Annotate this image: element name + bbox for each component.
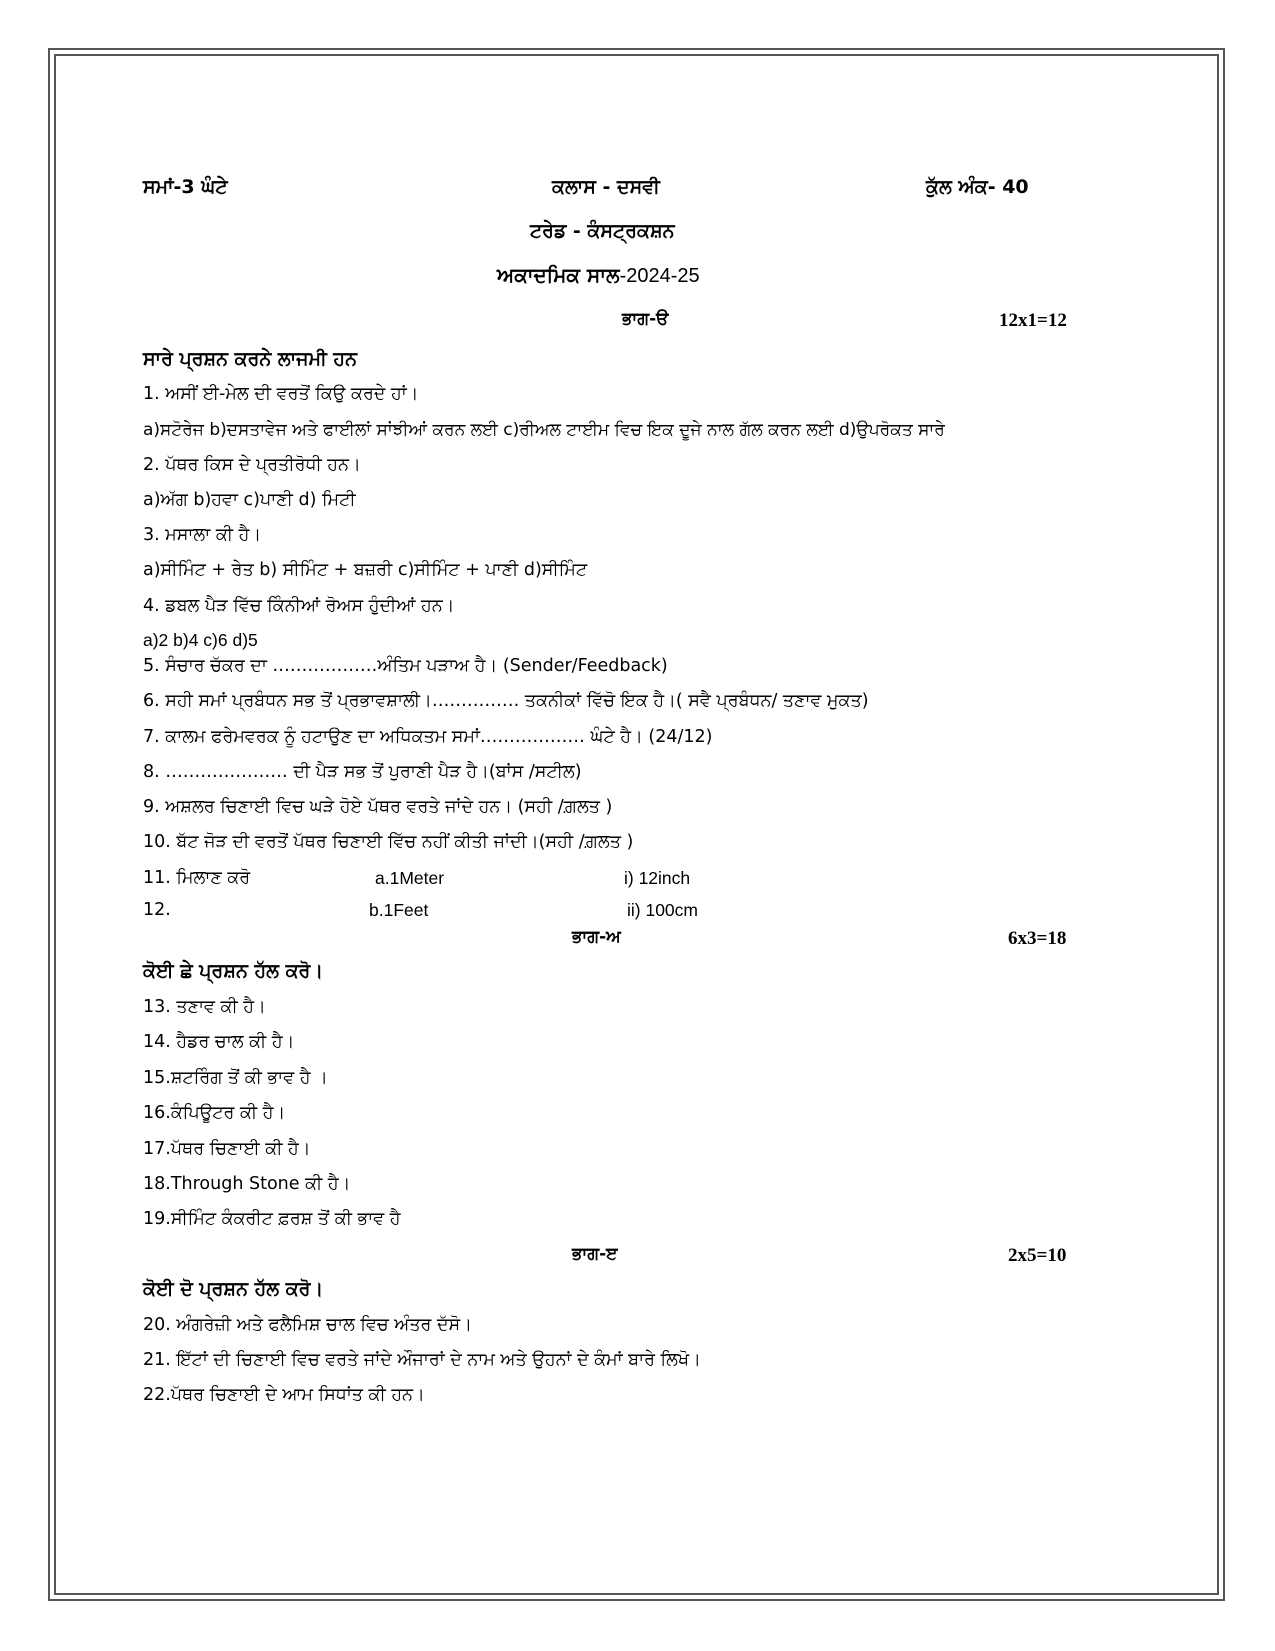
question-line: 3. ਮਸਾਲਾ ਕੀ ਹੈ। xyxy=(143,525,262,545)
exam-time: ਸਮਾਂ-3 ਘੰਟੇ xyxy=(143,176,228,198)
question-line: 16.ਕੰਪਿਊਟਰ ਕੀ ਹੈ। xyxy=(143,1103,286,1123)
question-line: 5. ਸੰਚਾਰ ਚੱਕਰ ਦਾ ………………ਅੰਤਿਮ ਪੜਾਅ ਹੈ। (Sender/Feedback) xyxy=(143,656,668,676)
match-question-12: 12. xyxy=(143,900,171,920)
exam-total-marks: ਕੁੱਲ ਅੰਕ- 40 xyxy=(926,176,1029,198)
match-column-a-item: b.1Feet xyxy=(369,900,429,920)
question-options: a)ਸਟੋਰੇਜ b)ਦਸਤਾਵੇਜ ਅਤੇ ਫਾਈਲਾਂ ਸਾਂਝੀਆਂ ਕਰਨ ਲਈ c)ਰੀਅਲ ਟਾਈਮ ਵਿਚ ਇਕ ਦੂਜੇ ਨਾਲ ਗੱਲ ਕਰਨ ਲਈ d)ਉਪਰੋਕਤ ਸਾਰੇ xyxy=(143,420,945,440)
section-b-title: ਭਾਗ-ਅ xyxy=(572,927,621,947)
question-line: 10. ਬੱਟ ਜੋੜ ਦੀ ਵਰਤੋਂ ਪੱਥਰ ਚਿਣਾਈ ਵਿੱਚ ਨਹੀਂ ਕੀਤੀ ਜਾਂਦੀ।(ਸਹੀ /ਗ਼ਲਤ ) xyxy=(143,832,634,852)
question-options: a)ਸੀਮਿੰਟ + ਰੇਤ b) ਸੀਮਿੰਟ + ਬਜ਼ਰੀ c)ਸੀਮਿੰਟ + ਪਾਣੀ d)ਸੀਮਿੰਟ xyxy=(143,560,588,580)
section-b-marks: 6x3=18 xyxy=(1008,928,1067,949)
section-a-title: ਭਾਗ-ੳ xyxy=(622,309,669,329)
match-question-11: 11. ਮਿਲਾਣ ਕਰੋ xyxy=(143,868,251,888)
section-a-instruction: ਸਾਰੇ ਪ੍ਰਸ਼ਨ ਕਰਨੇ ਲਾਜਮੀ ਹਨ xyxy=(143,348,357,370)
academic-year-value: -2024-25 xyxy=(619,265,700,287)
match-column-a-item: a.1Meter xyxy=(375,868,445,888)
section-c-marks: 2x5=10 xyxy=(1008,1245,1067,1266)
question-line: 7. ਕਾਲਮ ਫਰੇਮਵਰਕ ਨੂੰ ਹਟਾਉਣ ਦਾ ਅਧਿਕਤਮ ਸਮਾਂ……………… ਘੰਟੇ ਹੈ। (24/12) xyxy=(143,727,713,747)
question-line: 8. ………………… ਦੀ ਪੈੜ ਸਭ ਤੋਂ ਪੁਰਾਣੀ ਪੈੜ ਹੈ।(ਬਾਂਸ /ਸਟੀਲ) xyxy=(143,762,582,782)
question-line: 14. ਹੈਡਰ ਚਾਲ ਕੀ ਹੈ। xyxy=(143,1032,295,1052)
question-line: 9. ਅਸ਼ਲਰ ਚਿਣਾਈ ਵਿਚ ਘੜੇ ਹੋਏ ਪੱਥਰ ਵਰਤੇ ਜਾਂਦੇ ਹਨ। (ਸਹੀ /ਗ਼ਲਤ ) xyxy=(143,797,613,817)
match-column-b-item: i) 12inch xyxy=(624,868,691,888)
question-line: 21. ਇੱਟਾਂ ਦੀ ਚਿਣਾਈ ਵਿਚ ਵਰਤੇ ਜਾਂਦੇ ਔਜਾਰਾਂ ਦੇ ਨਾਮ ਅਤੇ ਉਹਨਾਂ ਦੇ ਕੰਮਾਂ ਬਾਰੇ ਲਿਖੋ। xyxy=(143,1350,701,1370)
section-b-instruction: ਕੋਈ ਛੇ ਪ੍ਰਸ਼ਨ ਹੱਲ ਕਰੋ। xyxy=(143,960,324,982)
question-line: 15.ਸ਼ਟਰਿੰਗ ਤੋਂ ਕੀ ਭਾਵ ਹੈ । xyxy=(143,1068,328,1088)
section-c-title: ਭਾਗ-ੲ xyxy=(572,1244,618,1264)
question-line: 1. ਅਸੀਂ ਈ-ਮੇਲ ਦੀ ਵਰਤੋਂ ਕਿਉ ਕਰਦੇ ਹਾਂ। xyxy=(143,384,419,404)
question-line: 19.ਸੀਮਿੰਟ ਕੰਕਰੀਟ ਫ਼ਰਸ਼ ਤੋਂ ਕੀ ਭਾਵ ਹੈ xyxy=(143,1209,401,1229)
question-options: a)2 b)4 c)6 d)5 xyxy=(143,630,258,650)
section-c-instruction: ਕੋਈ ਦੋ ਪ੍ਰਸ਼ਨ ਹੱਲ ਕਰੋ। xyxy=(143,1278,324,1300)
match-column-b-item: ii) 100cm xyxy=(627,900,698,920)
question-line: 2. ਪੱਥਰ ਕਿਸ ਦੇ ਪ੍ਰਤੀਰੋਧੀ ਹਨ। xyxy=(143,455,361,475)
question-line: 17.ਪੱਥਰ ਚਿਣਾਈ ਕੀ ਹੈ। xyxy=(143,1139,311,1159)
question-line: 6. ਸਹੀ ਸਮਾਂ ਪ੍ਰਬੰਧਨ ਸਭ ਤੋਂ ਪ੍ਰਭਾਵਸ਼ਾਲੀ।…………… ਤਕਨੀਕਾਂ ਵਿੱਚੋ ਇਕ ਹੈ।( ਸਵੈ ਪ੍ਰਬੰਧਨ/ ਤਣਾਵ ਮੁਕਤ) xyxy=(143,691,869,711)
question-line: 22.ਪੱਥਰ ਚਿਣਾਈ ਦੇ ਆਮ ਸਿਧਾਂਤ ਕੀ ਹਨ। xyxy=(143,1385,425,1405)
exam-class: ਕਲਾਸ - ਦਸਵੀ xyxy=(552,176,660,198)
section-a-marks: 12x1=12 xyxy=(999,310,1067,331)
exam-trade: ਟਰੇਡ - ਕੰਸਟ੍ਰਕਸ਼ਨ xyxy=(530,220,675,242)
question-line: 20. ਅੰਗਰੇਜ਼ੀ ਅਤੇ ਫਲੈਮਿਸ਼ ਚਾਲ ਵਿਚ ਅੰਤਰ ਦੱਸੋ। xyxy=(143,1315,472,1335)
question-line: 4. ਡਬਲ ਪੈੜ ਵਿੱਚ ਕਿੰਨੀਆਂ ਰੋਅਸ ਹੁੰਦੀਆਂ ਹਨ। xyxy=(143,596,455,616)
question-options: a)ਅੱਗ b)ਹਵਾ c)ਪਾਣੀ d) ਮਿਟੀ xyxy=(143,490,356,510)
question-line: 18.Through Stone ਕੀ ਹੈ। xyxy=(143,1174,351,1194)
academic-year xyxy=(497,265,700,286)
academic-year-label: ਅਕਾਦਮਿਕ ਸਾਲ xyxy=(497,263,620,287)
question-line: 13. ਤਣਾਵ ਕੀ ਹੈ। xyxy=(143,997,266,1017)
